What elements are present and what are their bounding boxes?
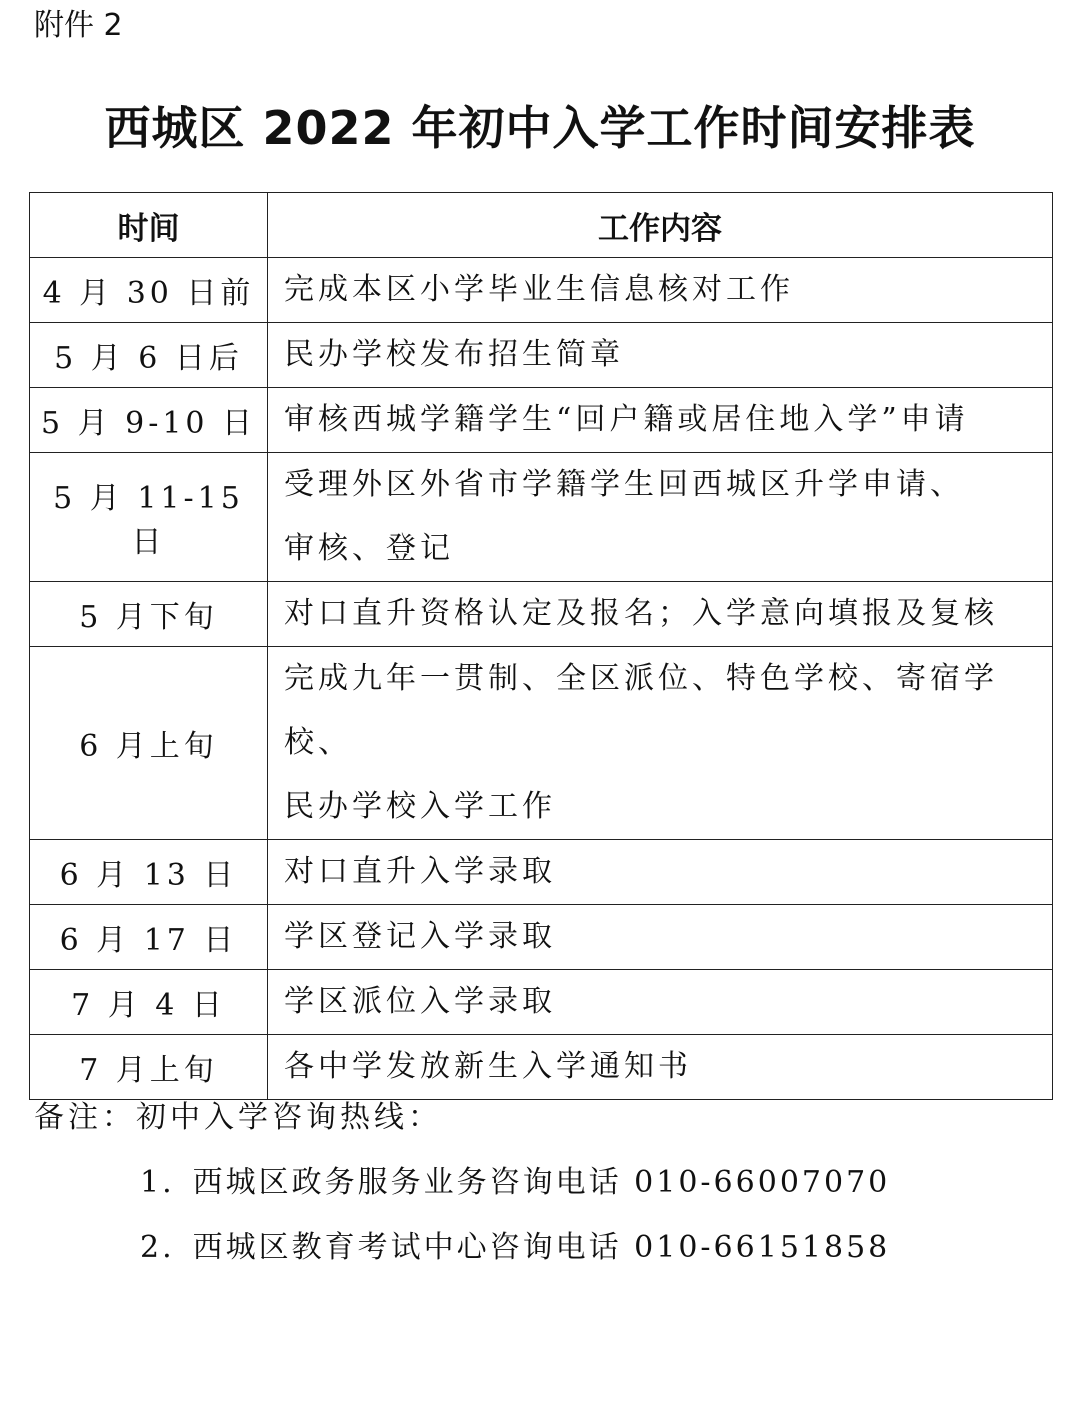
row-time: 5 月 9-10 日 (30, 388, 268, 453)
row-content: 学区派位入学录取 (268, 970, 1053, 1035)
hotline-number: 1. (140, 1165, 175, 1200)
row-time: 4 月 30 日前 (30, 258, 268, 323)
row-time: 5 月 6 日后 (30, 323, 268, 388)
row-time: 6 月上旬 (30, 647, 268, 840)
row-content: 对口直升入学录取 (268, 840, 1053, 905)
header-work-content: 工作内容 (268, 193, 1053, 258)
row-content-line: 审核、登记 (284, 531, 454, 566)
row-time: 6 月 13 日 (30, 840, 268, 905)
row-content-line: 民办学校入学工作 (284, 789, 556, 824)
row-time: 5 月下旬 (30, 582, 268, 647)
row-content: 各中学发放新生入学通知书 (268, 1035, 1053, 1100)
table-row (30, 582, 1053, 647)
table-row (30, 970, 1053, 1035)
row-content: 完成本区小学毕业生信息核对工作 (268, 258, 1053, 323)
table-row (30, 905, 1053, 970)
hotline-item (140, 1153, 890, 1213)
page-title: 西城区 2022 年初中入学工作时间安排表 (104, 101, 976, 155)
table-row (30, 647, 1053, 840)
table-row (30, 388, 1053, 453)
hotline-text: 西城区教育考试中心咨询电话 010-66151858 (192, 1230, 891, 1265)
hotline-text: 西城区政务服务业务咨询电话 010-66007070 (192, 1165, 891, 1200)
hotline-item (140, 1218, 890, 1278)
row-time: 7 月 4 日 (30, 970, 268, 1035)
row-content: 学区登记入学录取 (268, 905, 1053, 970)
row-content (268, 647, 1053, 840)
table-row (30, 258, 1053, 323)
table-row (30, 840, 1053, 905)
row-time: 6 月 17 日 (30, 905, 268, 970)
row-time: 5 月 11-15 日 (30, 453, 268, 582)
row-content-line: 受理外区外省市学籍学生回西城区升学申请、 (284, 467, 964, 502)
row-time: 7 月上旬 (30, 1035, 268, 1100)
row-content (268, 453, 1053, 582)
row-content: 对口直升资格认定及报名；入学意向填报及复核 (268, 582, 1053, 647)
attachment-label: 附件 2 (34, 8, 123, 43)
table-row (30, 323, 1053, 388)
table-header-row (30, 193, 1053, 258)
table-row (30, 453, 1053, 582)
header-time: 时间 (30, 193, 268, 258)
row-content: 审核西城学籍学生“回户籍或居住地入学”申请 (268, 388, 1053, 453)
hotline-number: 2. (140, 1230, 175, 1265)
note-label: 备注：初中入学咨询热线： (34, 1100, 442, 1135)
row-content: 民办学校发布招生简章 (268, 323, 1053, 388)
row-content-line: 完成九年一贯制、全区派位、特色学校、寄宿学校、 (284, 661, 998, 760)
schedule-table (29, 192, 1053, 1100)
